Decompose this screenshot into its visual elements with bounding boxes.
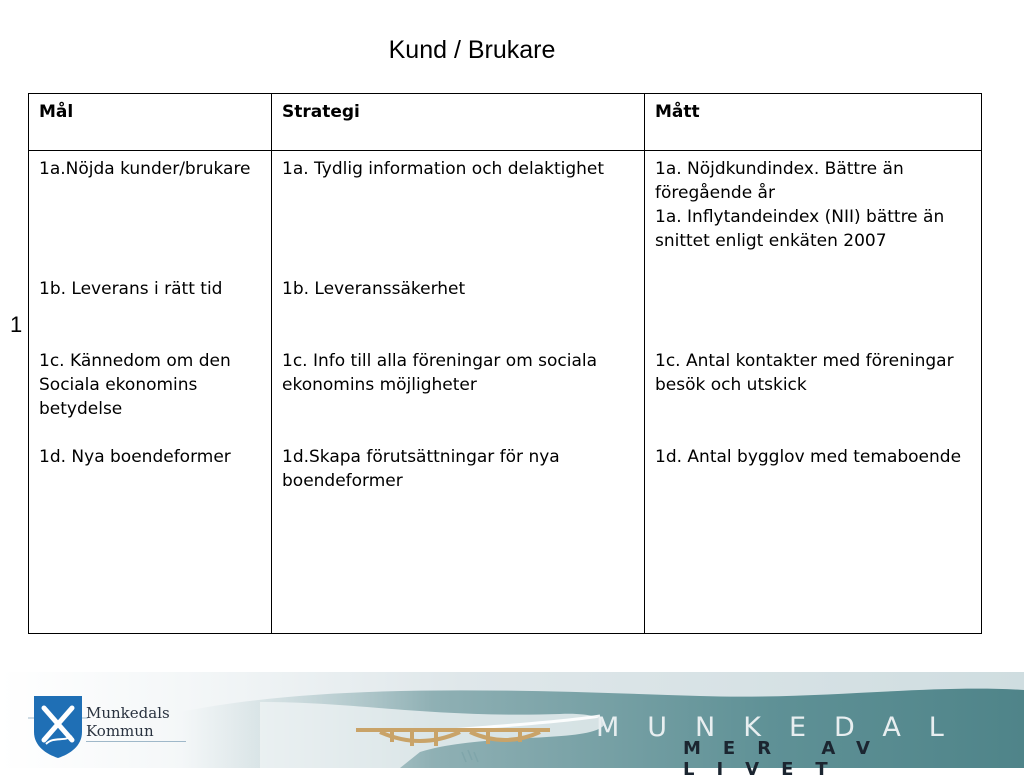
header-strategi: Strategi	[272, 94, 645, 151]
strategi-1a: 1a. Tydlig information och delaktighet	[282, 159, 605, 179]
slide-side-number: 1	[10, 312, 23, 337]
matt-1a-nii: 1a. Inflytandeindex (NII) bättre än snittet enligt enkäten 2007	[655, 207, 945, 251]
matt-1d: 1d. Antal bygglov med temaboende	[655, 447, 962, 467]
logo-text-line1: Munkedals	[86, 704, 170, 722]
brand-tagline: MER AV LIVET	[683, 738, 892, 780]
table-header-row	[29, 94, 982, 151]
header-mal: Mål	[29, 94, 272, 151]
munkedal-shield-logo	[28, 692, 88, 760]
matt-1c: 1c. Antal kontakter med föreningar besök och utskick	[655, 351, 954, 395]
strategi-1d: 1d.Skapa förutsättningar för nya boendeformer	[282, 447, 560, 491]
matt-cell	[645, 151, 982, 634]
logo-text-line2: Kommun	[86, 722, 154, 740]
strategi-1b: 1b. Leveranssäkerhet	[282, 279, 466, 299]
logo-divider	[86, 741, 186, 742]
mal-cell	[29, 151, 272, 634]
footer-banner	[0, 672, 1024, 780]
mal-1d: 1d. Nya boendeformer	[39, 447, 231, 467]
slide-title: Kund / Brukare	[388, 36, 556, 64]
strategi-cell	[272, 151, 645, 634]
goals-table	[28, 93, 982, 634]
mal-1a: 1a.Nöjda kunder/brukare	[39, 159, 251, 179]
matt-1a-nkj: 1a. Nöjdkundindex. Bättre än föregående år	[655, 159, 904, 203]
mal-1b: 1b. Leverans i rätt tid	[39, 279, 223, 299]
brand-wordmark: MUNKEDAL	[596, 712, 972, 743]
header-matt: Mått	[645, 94, 982, 151]
strategi-1c: 1c. Info till alla föreningar om sociala ekonomins möjligheter	[282, 351, 598, 395]
table-row	[29, 151, 982, 634]
mal-1c: 1c. Kännedom om den Sociala ekonomins betydelse	[39, 351, 231, 419]
